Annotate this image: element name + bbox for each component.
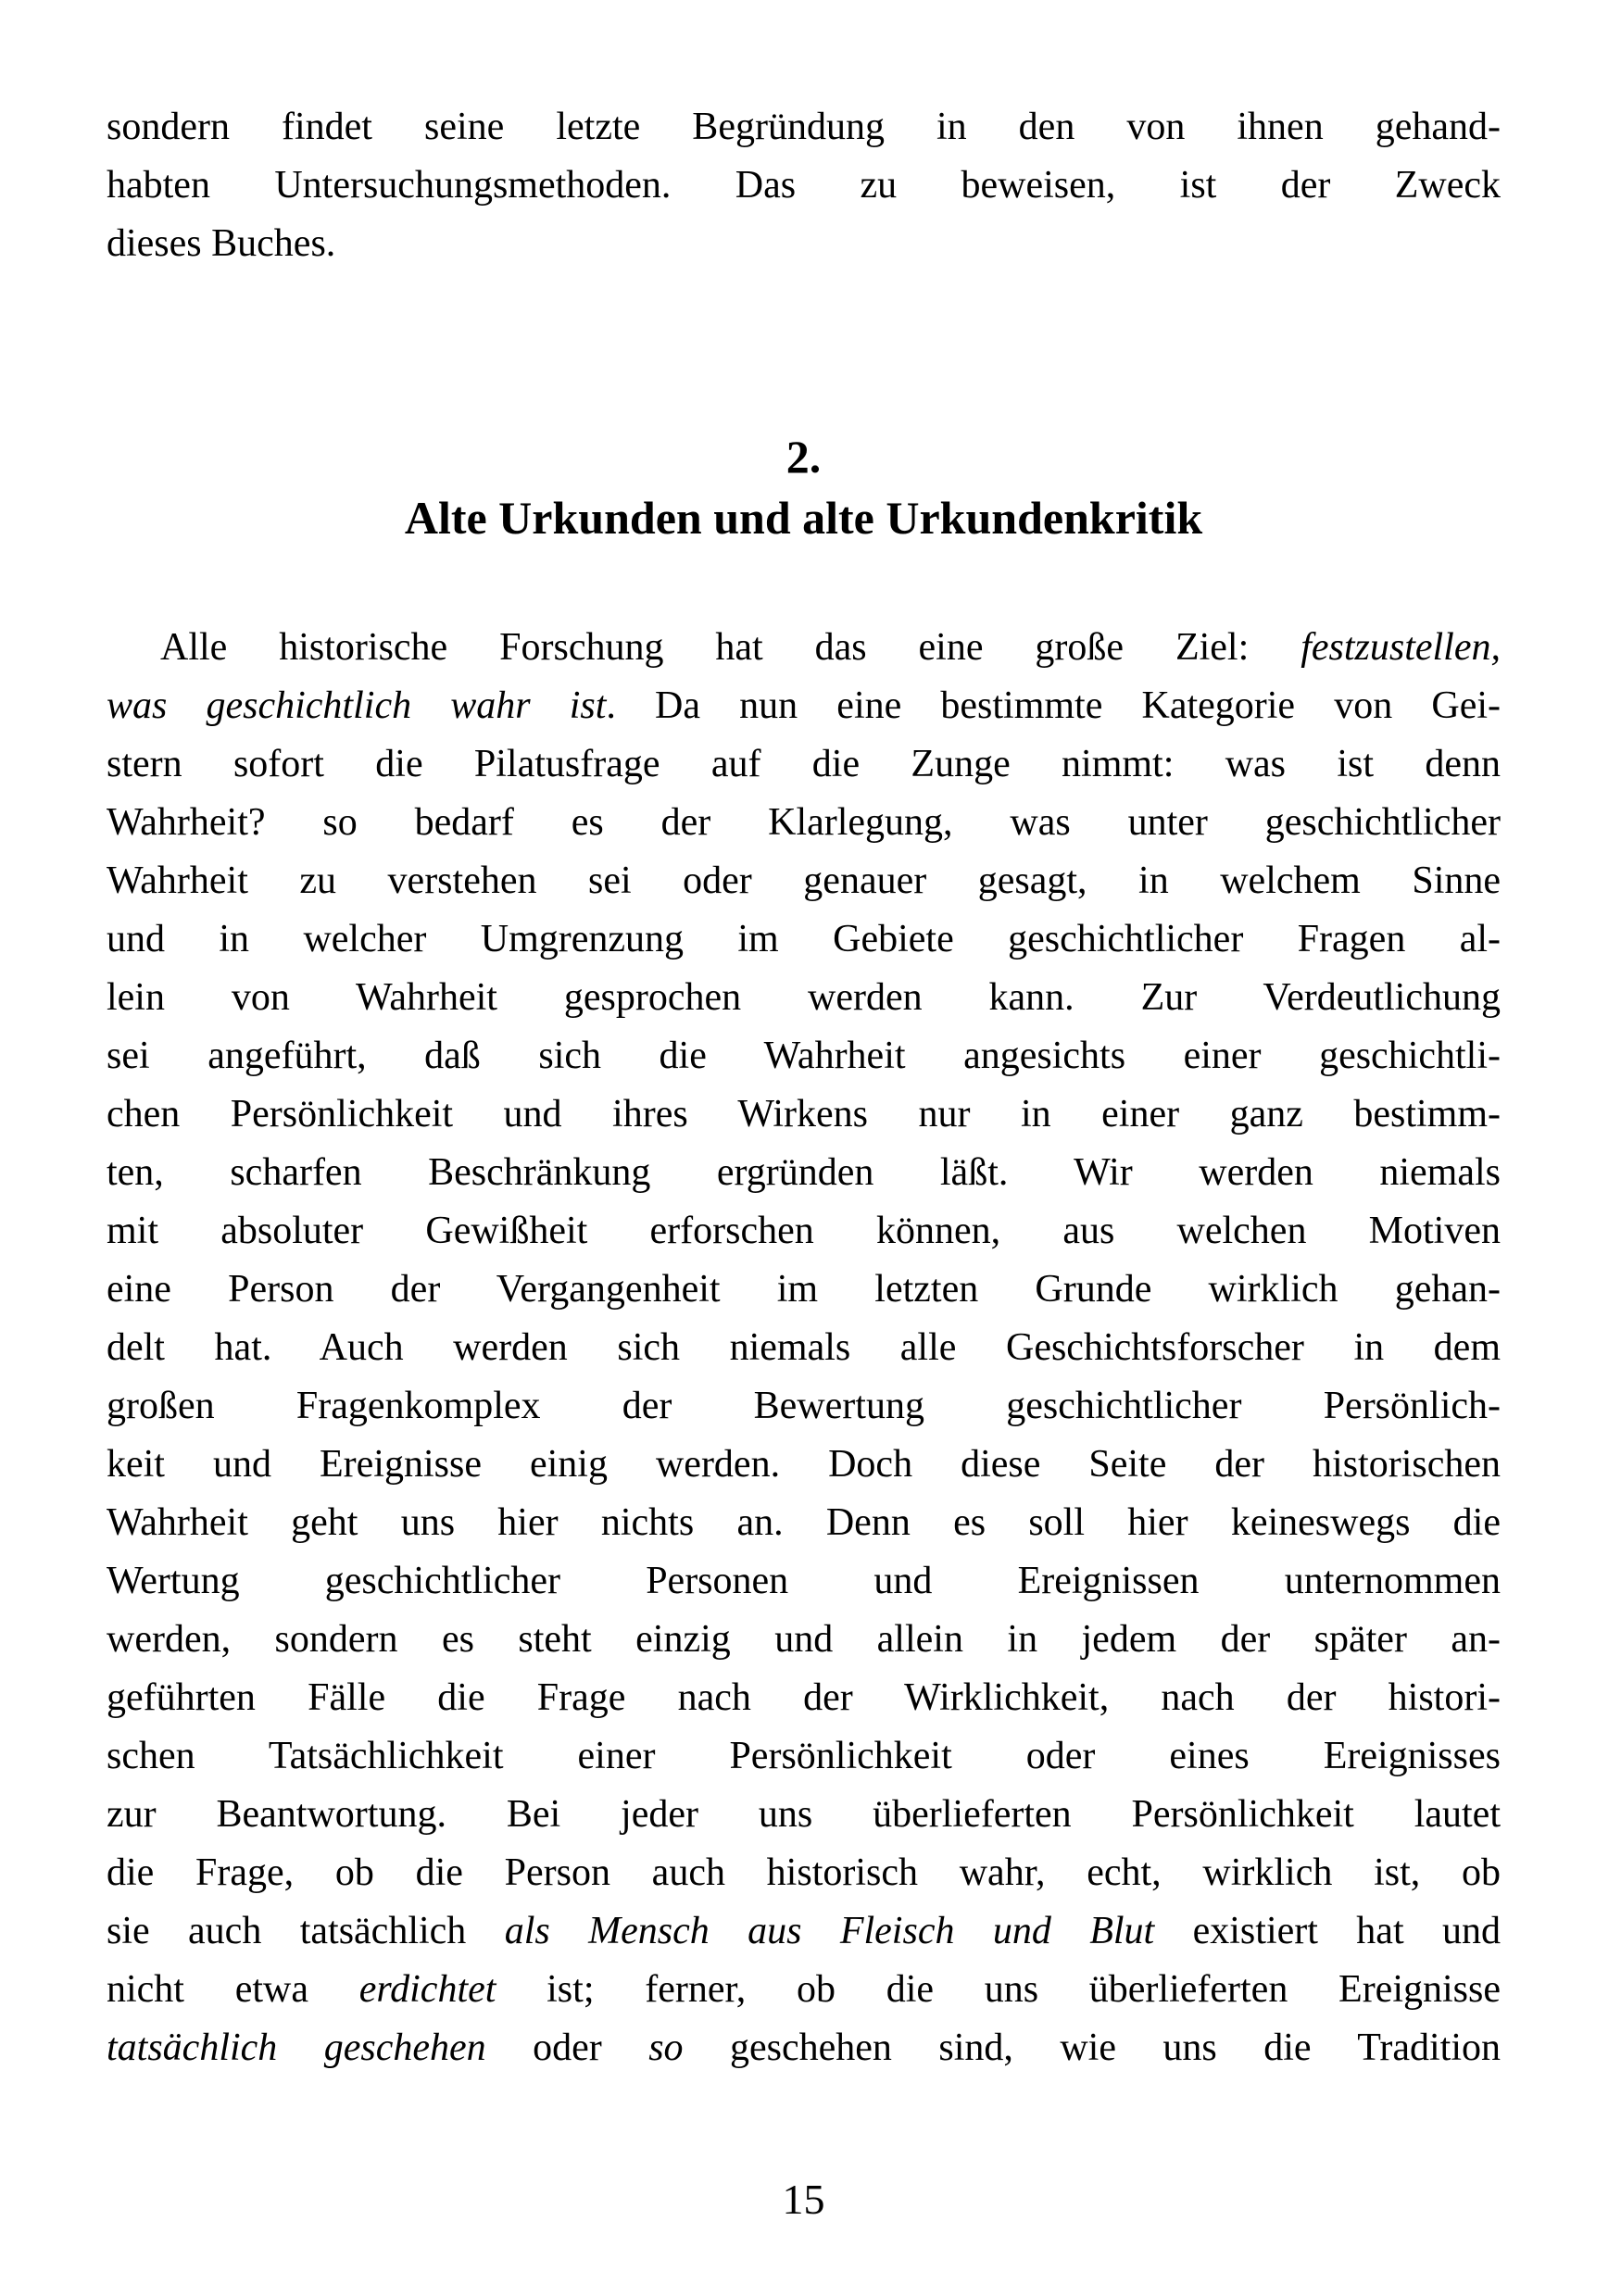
body-text: existiert hat und [1154, 1910, 1501, 1952]
emphasized-text: erdichtet [358, 1968, 496, 2011]
text-line [107, 1085, 1501, 1144]
text-line [107, 1902, 1501, 1961]
body-text: sei angeführt, daß sich die Wahrheit angesichts einer geschichtli- [107, 1035, 1501, 1077]
text-line [107, 1669, 1501, 1727]
text-line [107, 98, 1501, 157]
text-line [107, 794, 1501, 852]
text-line [107, 2019, 1501, 2077]
body-text: geschehen sind, wie uns die Tradition [683, 2026, 1501, 2069]
text-line [107, 1552, 1501, 1611]
section-number: 2. [785, 431, 822, 483]
text-line [107, 735, 1501, 794]
body-text: stern sofort die Pilatusfrage auf die Zunge nimmt: was ist denn [107, 743, 1501, 785]
body-text: ist; ferner, ob die uns überlieferten Ereignisse [496, 1968, 1501, 2011]
body-text: Alle historische Forschung hat das eine große Ziel: [160, 626, 1301, 669]
text-line [107, 969, 1501, 1027]
body-text: ten, scharfen Beschränkung ergründen läßt. Wir werden niemals [107, 1151, 1501, 1194]
text-line [107, 1611, 1501, 1669]
text-line [107, 619, 1501, 677]
body-text: schen Tatsächlichkeit einer Persönlichkeit oder eines Ereignisses [107, 1735, 1501, 1777]
body-text: delt hat. Auch werden sich niemals alle Geschichtsforscher in dem [107, 1326, 1501, 1369]
text-line [107, 1436, 1501, 1494]
text-line [107, 852, 1501, 910]
body-text: Wertung geschichtlicher Personen und Ereignissen unternommen [107, 1560, 1501, 1602]
text-line [107, 1786, 1501, 1844]
emphasized-text: als Mensch aus Fleisch und Blut [504, 1910, 1155, 1952]
body-text: sondern findet seine letzte Begründung in den von ihnen gehand- [107, 106, 1501, 148]
page-number: 15 [782, 2176, 825, 2223]
text-line [107, 1377, 1501, 1436]
body-text: geführten Fälle die Frage nach der Wirklichkeit, nach der histori- [107, 1676, 1501, 1719]
text-line [107, 1961, 1501, 2019]
text-line [107, 1144, 1501, 1202]
body-text: habten Untersuchungsmethoden. Das zu beweisen, ist der Zweck [107, 164, 1501, 207]
body-text: lein von Wahrheit gesprochen werden kann. Zur Verdeutlichung [107, 976, 1501, 1019]
body-text: sie auch tatsächlich [107, 1910, 505, 1952]
body-text: eine Person der Vergangenheit im letzten Grunde wirklich gehan- [107, 1268, 1501, 1311]
section-title: Alte Urkunden und alte Urkundenkritik [404, 492, 1203, 544]
paragraph-continuation [107, 98, 1501, 273]
body-text: dieses Buches. [107, 222, 336, 265]
body-text: mit absoluter Gewißheit erforschen können, aus welchen Motiven [107, 1210, 1501, 1252]
text-line [107, 1319, 1501, 1377]
body-text: Wahrheit? so bedarf es der Klarlegung, was unter geschichtlicher [107, 801, 1501, 844]
text-line [107, 677, 1501, 735]
text-line [107, 157, 1501, 215]
body-text: Wahrheit zu verstehen sei oder genauer gesagt, in welchem Sinne [107, 859, 1501, 902]
text-line [107, 1202, 1501, 1261]
body-text: keit und Ereignisse einig werden. Doch diese Seite der historischen [107, 1443, 1501, 1486]
emphasized-text: festzustellen, [1301, 626, 1501, 669]
main-paragraph [107, 619, 1501, 2077]
body-text: zur Beantwortung. Bei jeder uns überlieferten Persönlichkeit lautet [107, 1793, 1501, 1836]
body-text: oder [485, 2026, 649, 2069]
body-text: Wahrheit geht uns hier nichts an. Denn es soll hier keineswegs die [107, 1501, 1501, 1544]
body-text: großen Fragenkomplex der Bewertung geschichtlicher Persönlich- [107, 1385, 1501, 1427]
section-heading [107, 426, 1501, 548]
text-line [107, 215, 1501, 273]
emphasized-text: tatsächlich geschehen [107, 2026, 486, 2069]
text-line [107, 1727, 1501, 1786]
emphasized-text: was geschichtlich wahr ist [107, 684, 607, 727]
body-text: werden, sondern es steht einzig und allein in jedem der später an- [107, 1618, 1501, 1661]
text-line [107, 1494, 1501, 1552]
text-line [107, 1261, 1501, 1319]
body-text: und in welcher Umgrenzung im Gebiete geschichtlicher Fragen al- [107, 918, 1501, 960]
emphasized-text: so [648, 2026, 684, 2069]
body-text: chen Persönlichkeit und ihres Wirkens nur in einer ganz bestimm- [107, 1093, 1501, 1135]
text-line [107, 910, 1501, 969]
text-line [107, 1844, 1501, 1902]
text-line [107, 1027, 1501, 1085]
body-text: die Frage, ob die Person auch historisch wahr, echt, wirklich ist, ob [107, 1851, 1501, 1894]
body-text: . Da nun eine bestimmte Kategorie von Gei- [606, 684, 1501, 727]
body-text: nicht etwa [107, 1968, 359, 2011]
